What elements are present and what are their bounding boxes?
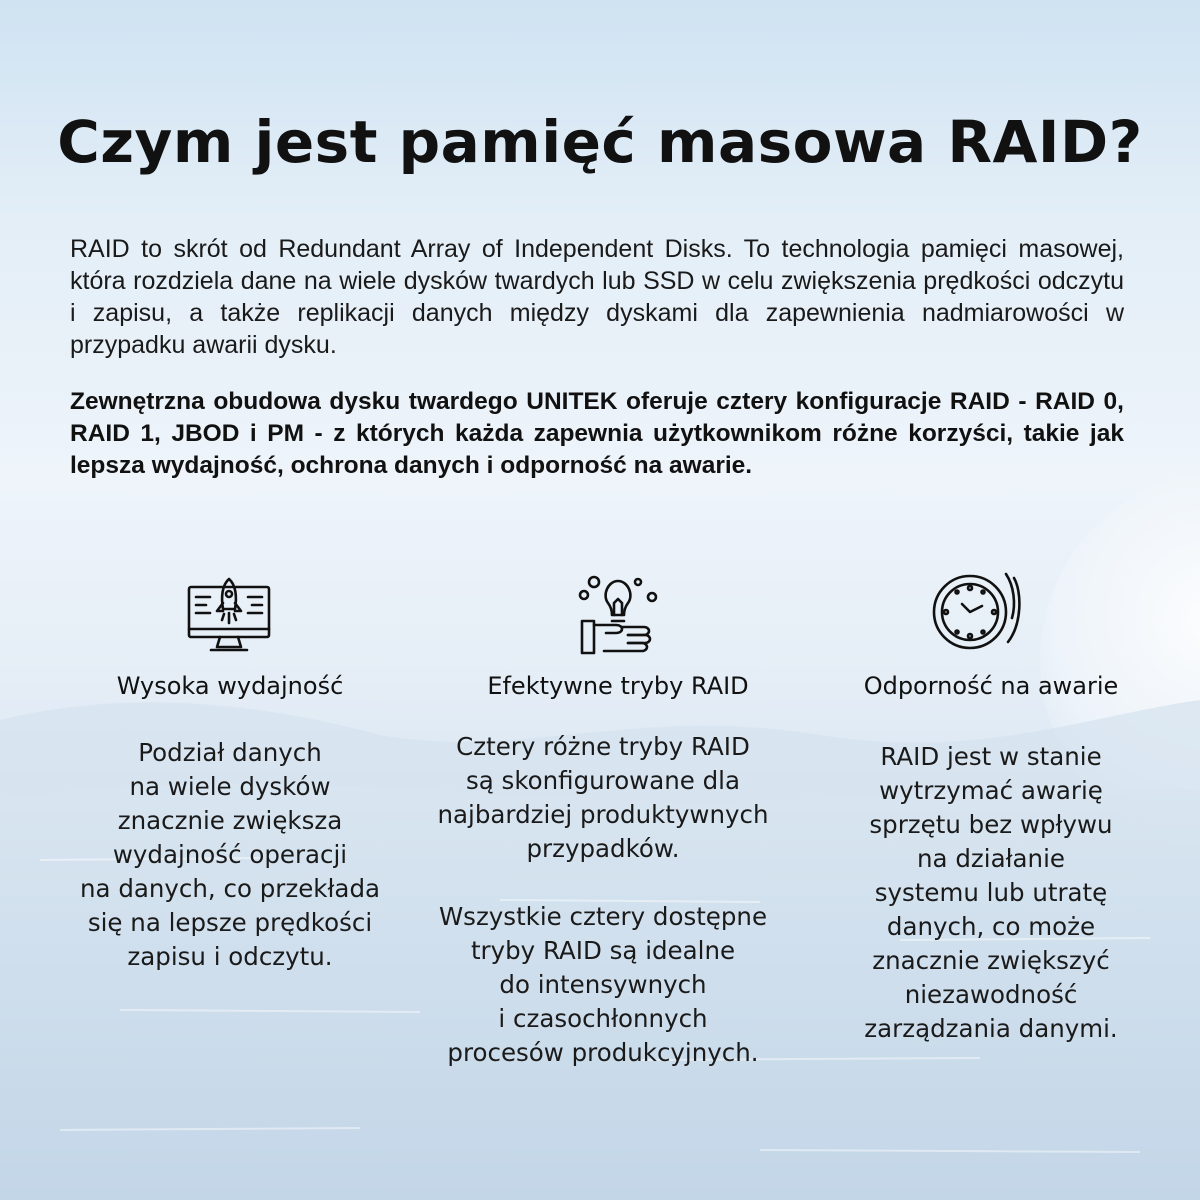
text-line: na danych, co przekłada [79, 874, 381, 903]
text-line: sprzętu bez wpływu [869, 810, 1113, 839]
page-title: Czym jest pamięć masowa RAID? [57, 108, 1143, 176]
intro-paragraph: RAID to skrót od Redundant Array of Independent Disks. To technologia pamięci masowej, która rozdziela dane na wiele dysków twardych lub SSD w celu zwiększenia prędkości odczytu i zapisu, a także replikacji danych między dyskami dla zapewnienia nadmiarowości w przypadku awarii dysku. [70, 235, 1124, 359]
paragraph-gap [400, 866, 806, 900]
text-line: na wiele dysków [129, 772, 331, 801]
text-line: RAID jest w stanie [880, 742, 1102, 771]
text-line: znacznie zwiększyć [872, 946, 1110, 975]
text-line: procesów produkcyjnych. [447, 1038, 759, 1067]
text-line: się na lepsze prędkości [87, 908, 373, 937]
feature-title-raid-modes: Efektywne tryby RAID [487, 672, 749, 700]
text-line: tryby RAID są idealne [470, 936, 736, 965]
feature-title-performance: Wysoka wydajność [116, 672, 344, 700]
feature-text-performance [40, 736, 420, 974]
text-line: zapisu i odczytu. [127, 942, 333, 971]
lightbulb-hand-icon [578, 573, 658, 655]
text-line: Wszystkie cztery dostępne [438, 902, 768, 931]
text-line: najbardziej produktywnych [437, 800, 769, 829]
feature-text-raid-modes [400, 730, 806, 1070]
clock-icon [928, 570, 1024, 656]
rocket-monitor-icon [186, 573, 272, 653]
text-line: znacznie zwiększa [117, 806, 343, 835]
feature-title-fault-tolerance: Odporność na awarie [863, 672, 1119, 700]
text-line: i czasochłonnych [498, 1004, 708, 1033]
text-line: wydajność operacji [112, 840, 348, 869]
text-line: Cztery różne tryby RAID [456, 732, 750, 761]
text-line: danych, co może [886, 912, 1096, 941]
feature-text-fault-tolerance [820, 740, 1162, 1046]
text-line: do intensywnych [499, 970, 707, 999]
text-line: zarządzania danymi. [864, 1014, 1118, 1043]
text-line: niezawodność [904, 980, 1078, 1009]
text-line: przypadków. [526, 834, 680, 863]
text-line: na działanie [917, 844, 1065, 873]
offer-paragraph: Zewnętrzna obudowa dysku twardego UNITEK oferuje cztery konfiguracje RAID - RAID 0, RAID 1, JBOD i PM - z których każda zapewnia użytkownikom różne korzyści, takie jak lepsza wydajność, ochrona danych i odporność na awarie. [70, 388, 1124, 479]
text-line: Podział danych [138, 738, 322, 767]
text-line: systemu lub utratę [874, 878, 1108, 907]
text-line: są skonfigurowane dla [465, 766, 740, 795]
text-line: wytrzymać awarię [879, 776, 1103, 805]
